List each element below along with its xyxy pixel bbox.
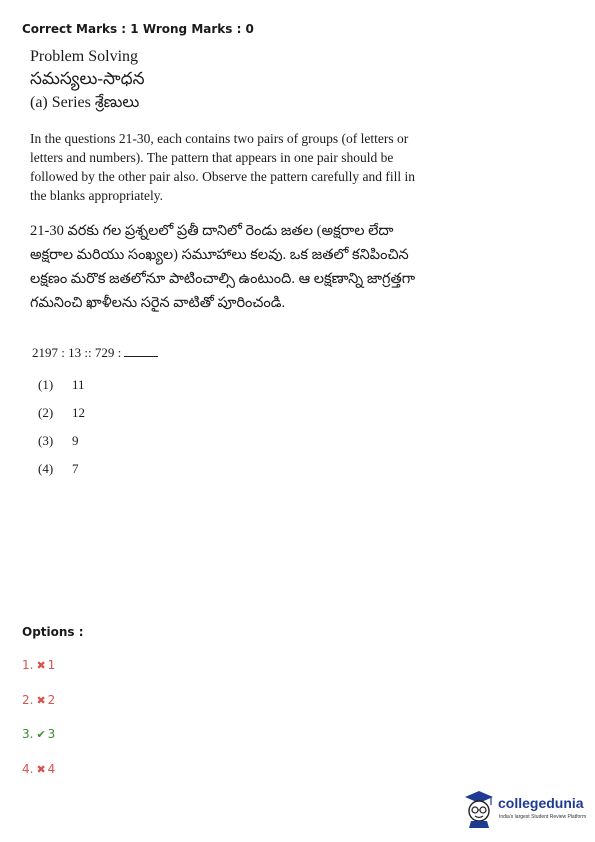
subsection-title: (a) Series శ్రేణులు bbox=[30, 94, 140, 111]
option-value: 12 bbox=[72, 405, 85, 420]
question-expression: 2197 : 13 :: 729 : bbox=[32, 345, 122, 360]
cross-icon: ✖ bbox=[36, 693, 46, 707]
option-number: (3) bbox=[38, 433, 54, 448]
logo-tagline: India's largest Student Review Platform bbox=[499, 814, 587, 820]
section-title-en: Problem Solving bbox=[30, 48, 139, 65]
section-title-te: సమస్యలు-సాధన bbox=[30, 69, 145, 88]
cross-icon: ✖ bbox=[36, 762, 46, 776]
option-value: 11 bbox=[72, 377, 85, 392]
question-option bbox=[38, 431, 450, 459]
check-icon: ✔ bbox=[36, 728, 46, 741]
answer-prefix: 2. bbox=[22, 692, 34, 707]
answer-prefix: 1. bbox=[22, 658, 34, 672]
option-value: 7 bbox=[72, 461, 79, 476]
option-number: (1) bbox=[38, 377, 54, 392]
question-image bbox=[30, 46, 450, 487]
answer-option-2[interactable] bbox=[22, 692, 55, 727]
marks-info: Correct Marks : 1 Wrong Marks : 0 bbox=[22, 22, 254, 36]
option-value: 9 bbox=[72, 433, 79, 448]
question-option bbox=[38, 403, 450, 431]
answer-label: 3 bbox=[47, 727, 56, 741]
answer-option-3[interactable] bbox=[22, 726, 55, 761]
answer-blank bbox=[124, 345, 158, 357]
question-text bbox=[32, 345, 450, 361]
answer-label: 1 bbox=[47, 658, 56, 672]
graduate-mascot-icon bbox=[462, 788, 496, 828]
instruction-telugu: 21-30 వరకు గల ప్రశ్నలలో ప్రతీ దానిలో రెండు జతల (అక్షరాల లేదా అక్షరాల మరియు సంఖ్యల) సమూహాలు కలవు. ఒక జతలో కనిపించిన లక్షణం మరొక జతలోనూ పాటించాల్సి ఉంటుంది. ఆ లక్షణాన్ని జాగ్రత్తగా గమనించి ఖాళీలను సరైన వాటితో పూరించండి. bbox=[30, 223, 416, 311]
question-option bbox=[38, 375, 450, 403]
answer-prefix: 3. bbox=[22, 727, 34, 741]
question-option bbox=[38, 459, 450, 487]
logo-text: collegedunia bbox=[498, 795, 584, 811]
option-number: (4) bbox=[38, 461, 54, 476]
collegedunia-logo bbox=[462, 788, 586, 828]
answer-label: 4 bbox=[47, 761, 56, 776]
answer-option-1[interactable] bbox=[22, 657, 55, 692]
cross-icon: ✖ bbox=[36, 659, 46, 672]
answer-option-4[interactable] bbox=[22, 761, 55, 796]
instruction-english: In the questions 21-30, each contains two pairs of groups (of letters or letters and numbers). The pattern that appears in one pair should be followed by the other pair also. Observe the pattern carefully and fill in the blanks appropriately. bbox=[30, 131, 415, 203]
option-number: (2) bbox=[38, 405, 54, 420]
question-options bbox=[38, 375, 450, 487]
answer-options-list bbox=[22, 657, 55, 795]
answer-prefix: 4. bbox=[22, 761, 34, 776]
answer-label: 2 bbox=[47, 692, 56, 707]
options-title: Options : bbox=[22, 625, 84, 639]
